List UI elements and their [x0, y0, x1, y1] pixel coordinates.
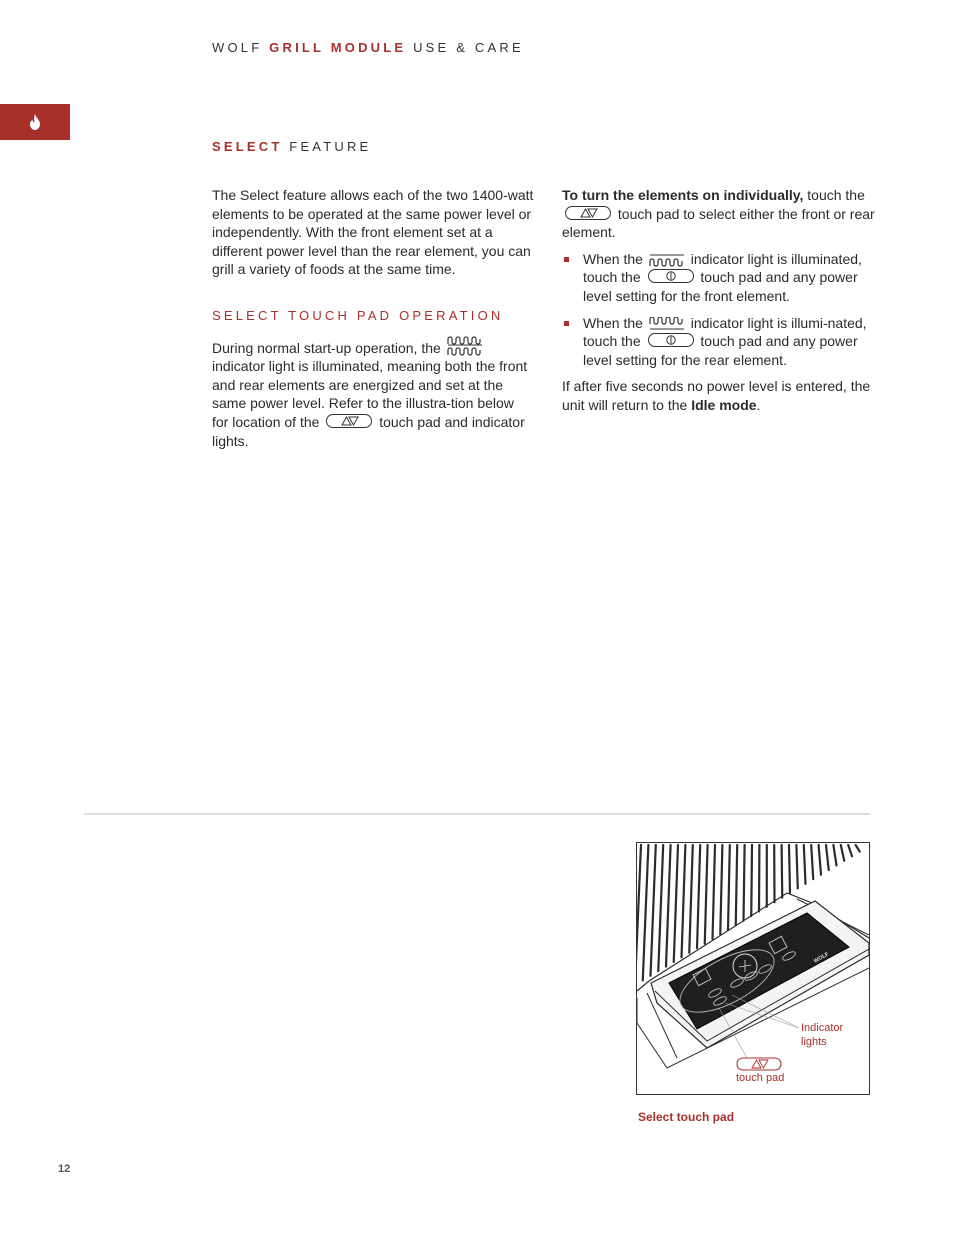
- grate-bar: [736, 845, 737, 925]
- grate-bar: [804, 845, 806, 884]
- operation-text-3: touch pad and indicator lights.: [212, 413, 525, 449]
- bullet2-text-2: indicator light is illumi-nated, touch the: [583, 314, 867, 350]
- section-side-tab: [0, 104, 70, 140]
- indicator-label-line2: lights: [801, 1036, 827, 1048]
- grate-bar: [782, 845, 783, 898]
- closing-bold: Idle mode: [691, 396, 757, 413]
- running-header: [212, 40, 524, 55]
- rear-element-indicator-icon: [649, 317, 685, 331]
- indicator-lights-label: [801, 1021, 843, 1049]
- grate-bar: [833, 845, 836, 865]
- operation-text-2: indicator light is illuminated, meaning both the front and rear elements are energized and set at the same power level. Refer to the illustra-tion below for location of the: [212, 358, 528, 430]
- grate-bar: [705, 845, 708, 944]
- grate-bar: [674, 845, 678, 962]
- grill-drawing: [637, 843, 869, 1094]
- grate-bar: [682, 845, 686, 957]
- select-touch-pad-icon: [565, 206, 611, 220]
- subhead-touch-pad-operation: SELECT TOUCH PAD OPERATION: [212, 307, 504, 323]
- indicator-label-line1: Indicator: [801, 1022, 844, 1034]
- touch-pad-label: touch pad: [736, 1072, 785, 1084]
- grill-illustration: [636, 842, 870, 1095]
- grate-bar: [856, 845, 860, 852]
- grate-bar: [796, 845, 797, 888]
- power-touch-pad-icon: [648, 269, 694, 283]
- closing-paragraph: [562, 377, 878, 414]
- grate-bar: [720, 845, 722, 934]
- section-title: [212, 139, 371, 154]
- panel-brand-text: WOLF: [813, 951, 831, 965]
- page-number: 12: [58, 1163, 71, 1175]
- power-touch-pad-icon: [648, 333, 694, 347]
- grate-bar: [643, 845, 649, 980]
- grate-bar: [689, 845, 693, 953]
- grate-bar: [728, 845, 730, 930]
- operation-paragraph: [212, 336, 534, 451]
- list-item: [562, 250, 878, 306]
- front-element-indicator-icon: [649, 253, 685, 267]
- section-title-bold: SELECT: [212, 139, 283, 154]
- grate-bar: [789, 845, 790, 893]
- grate-bar: [751, 845, 752, 916]
- grate-bar: [811, 845, 813, 879]
- lead-bold: To turn the elements on individually,: [562, 187, 804, 203]
- bullet1-text-1: When the: [583, 250, 643, 267]
- intro-paragraph: The Select feature allows each of the two 1400-watt elements to be operated at the same power level or independently. With the front element set at a different power level than the rear element, you can grill a variety of foods at the same time.: [212, 187, 534, 278]
- grate-bar: [744, 845, 745, 921]
- bullet2-text-1: When the: [583, 314, 643, 331]
- grate-bar: [848, 845, 852, 856]
- closing-text-2: .: [756, 396, 761, 413]
- instruction-list: [562, 250, 878, 370]
- left-column: [212, 186, 534, 450]
- dual-element-indicator-icon: [447, 336, 483, 356]
- select-touch-pad-icon: [326, 414, 372, 428]
- bullet2-text-3: touch pad and any power level setting for the rear element.: [583, 333, 858, 368]
- grate-bar: [713, 845, 716, 939]
- list-item: [562, 314, 878, 370]
- operation-text-1: During normal start-up operation, the: [212, 339, 441, 356]
- grate-bar: [697, 845, 700, 948]
- header-brand: WOLF: [212, 40, 263, 55]
- header-suffix: USE & CARE: [413, 40, 524, 55]
- grate-bar: [637, 845, 641, 985]
- bullet1-text-3: touch pad and any power level setting for the front element.: [583, 269, 858, 304]
- grate-bar: [841, 845, 844, 861]
- section-divider: [84, 813, 870, 815]
- bullet1-text-2: indicator light is illuminated, touch the: [583, 250, 862, 286]
- grate-bar: [819, 845, 821, 875]
- lead-text-1: touch the: [807, 187, 865, 203]
- header-product: GRILL MODULE: [269, 40, 407, 55]
- grate-bar: [658, 845, 663, 971]
- grate-bar: [666, 845, 671, 967]
- right-column: [562, 186, 878, 415]
- lead-text-2: touch pad to select either the front or rear element.: [562, 205, 875, 241]
- section-title-rest: FEATURE: [289, 139, 372, 154]
- closing-text-1: If after five seconds no power level is entered, the unit will return to the: [562, 378, 871, 413]
- grate-bar: [826, 845, 829, 870]
- grate-bar: [651, 845, 656, 976]
- figure-caption: Select touch pad: [638, 1110, 735, 1124]
- lead-paragraph: [562, 186, 878, 242]
- flame-icon: [28, 114, 42, 130]
